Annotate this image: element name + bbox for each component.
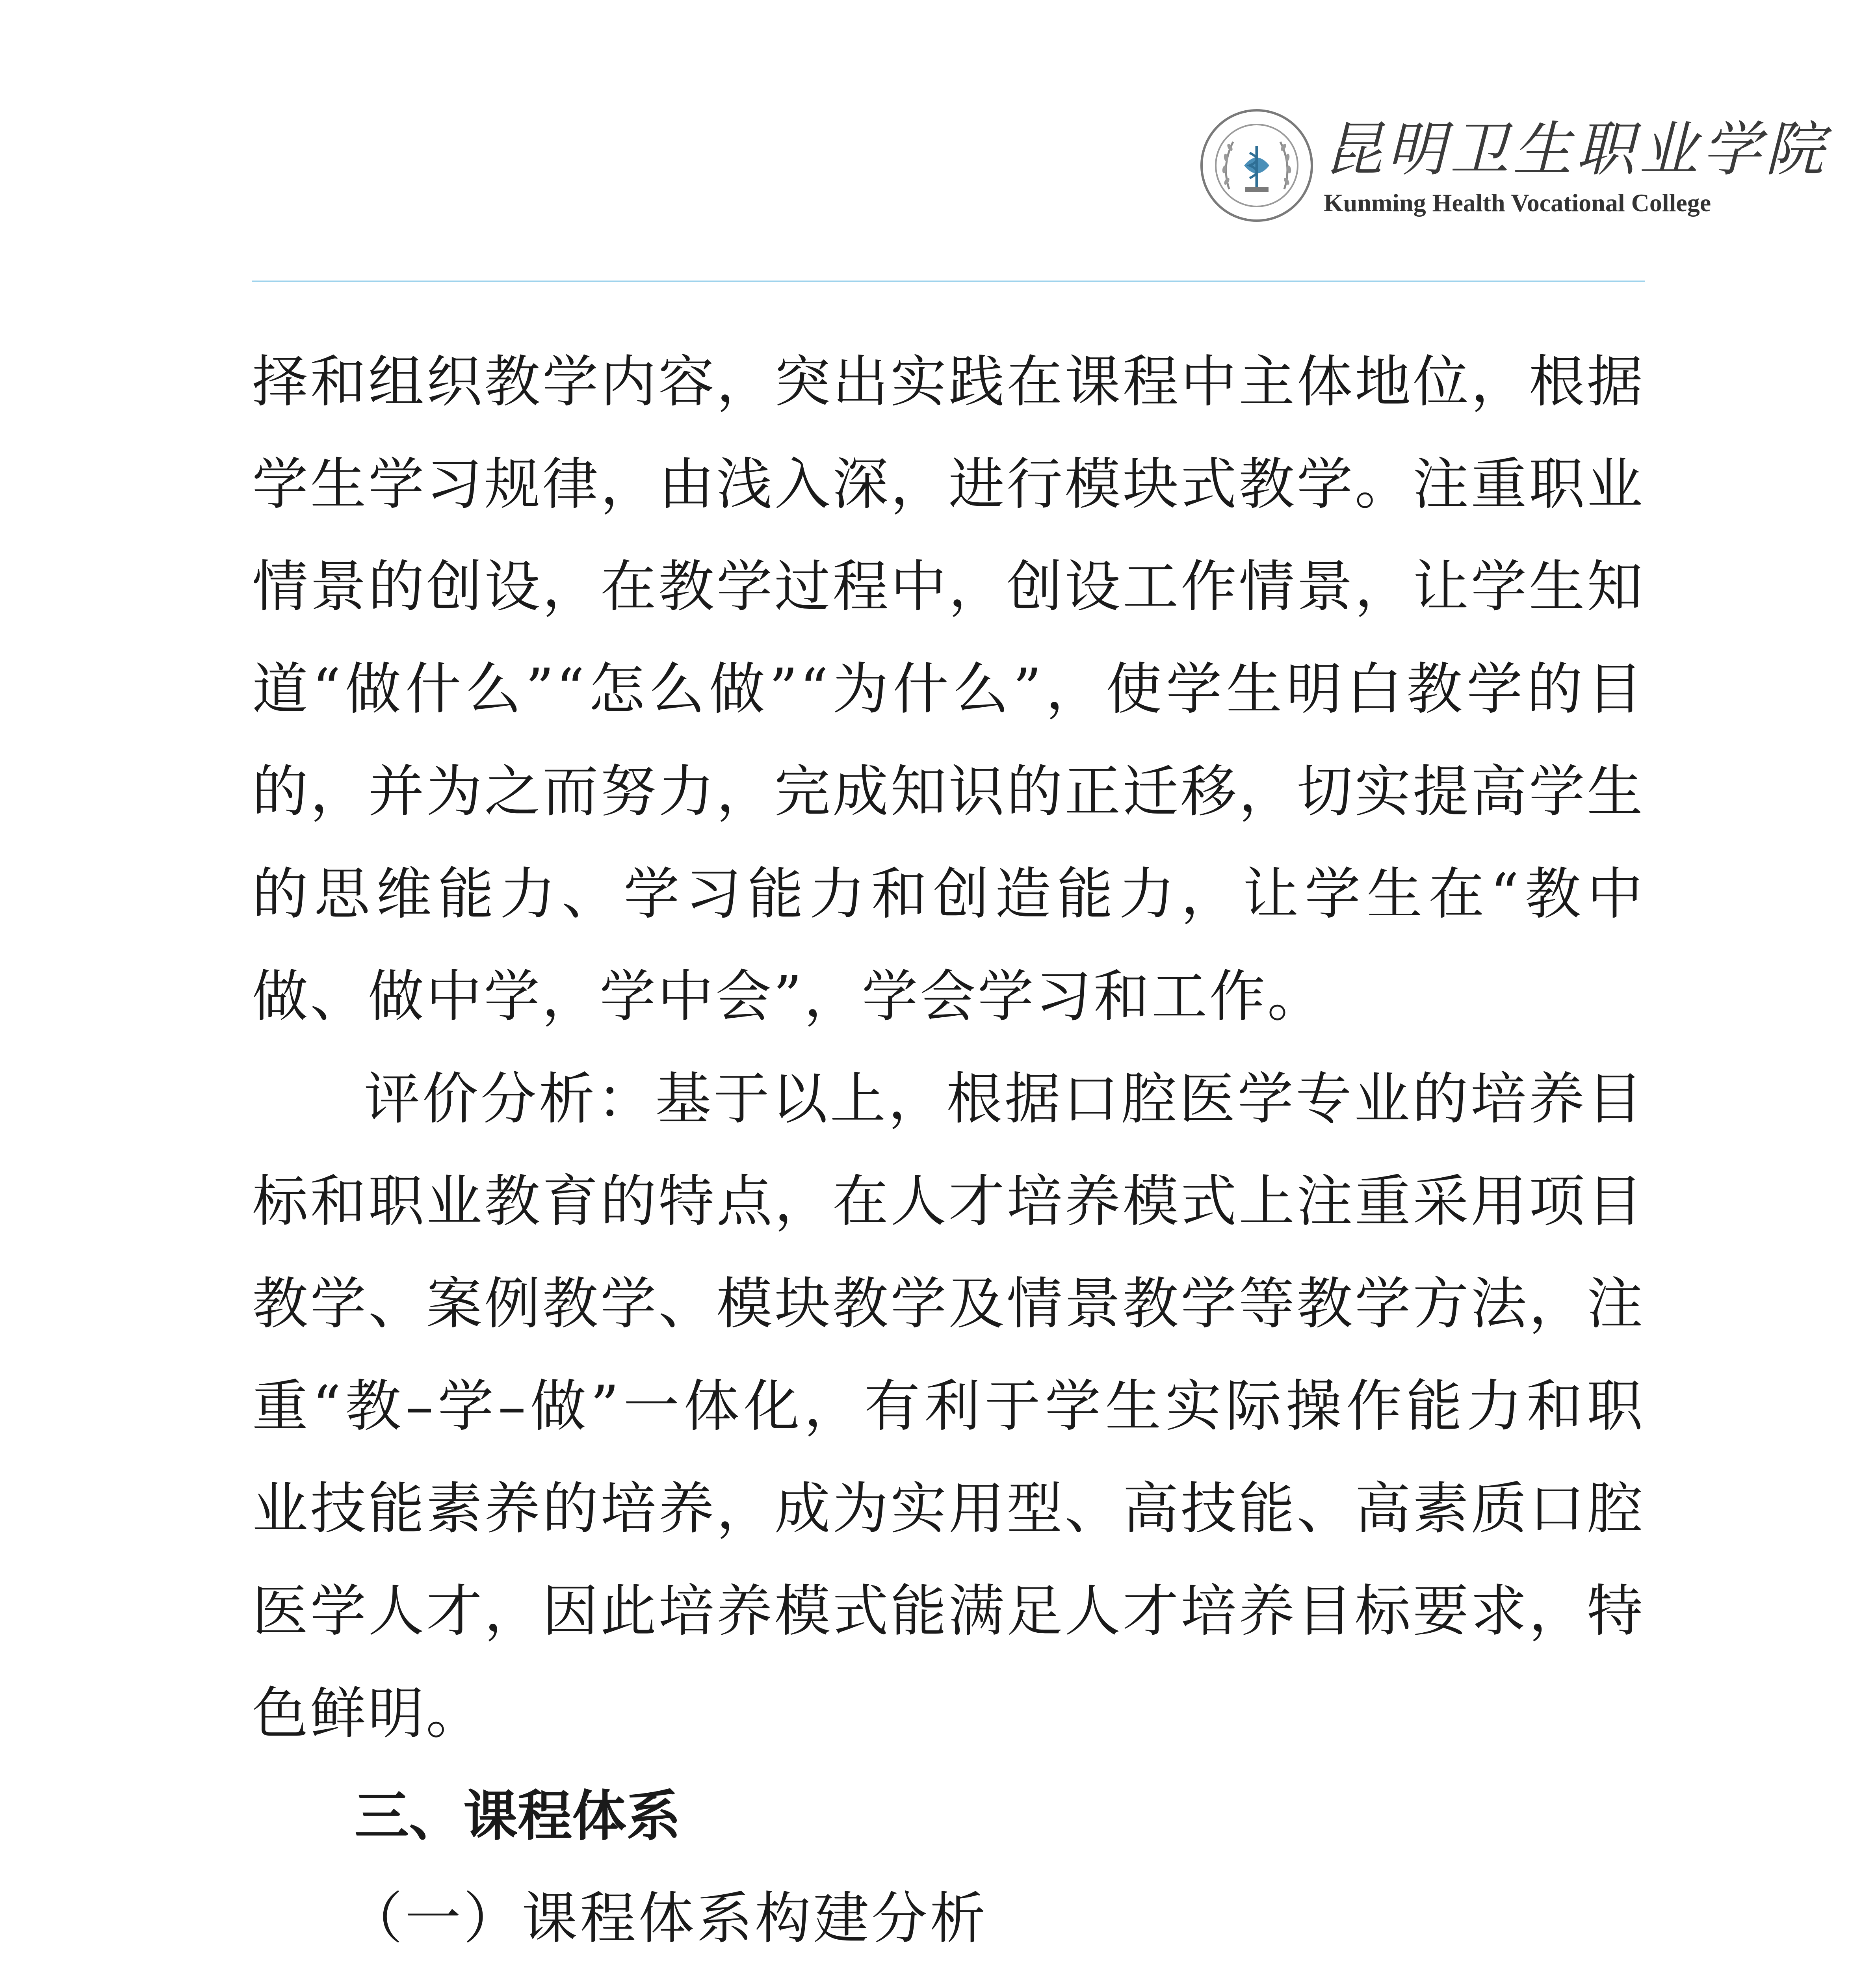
document-body (252, 331, 1645, 1970)
header-divider (252, 281, 1645, 282)
college-name-en: Kunming Health Vocational College (1324, 189, 1711, 217)
college-seal-icon (1198, 106, 1316, 225)
paragraph-1: 择和组织教学内容，突出实践在课程中主体地位，根据学生学习规律，由浅入深，进行模块式教学。注重职业情景的创设，在教学过程中，创设工作情景，让学生知道“做什么”“怎么做”“为什么”，使学生明白教学的目的，并为之而努力，完成知识的正迁移，切实提高学生的思维能力、学习能力和创造能力，让学生在“教中做、做中学，学中会”，学会学习和工作。 (252, 349, 1645, 1029)
subsection-heading: （一）课程体系构建分析 (347, 1886, 988, 1951)
paragraph-2: 评价分析：基于以上，根据口腔医学专业的培养目标和职业教育的特点，在人才培养模式上注重采用项目教学、案例教学、模块教学及情景教学等教学方法，注重“教–学–做”一体化，有利于学生实际操作能力和职业技能素养的培养，成为实用型、高技能、高素质口腔医学人才，因此培养模式能满足人才培养目标要求，特色鲜明。 (252, 1067, 1645, 1746)
page-header (1198, 106, 1828, 236)
section-heading: 三、课程体系 (355, 1784, 681, 1848)
college-name-cn: 昆明卫生职业学院 (1324, 115, 1828, 184)
